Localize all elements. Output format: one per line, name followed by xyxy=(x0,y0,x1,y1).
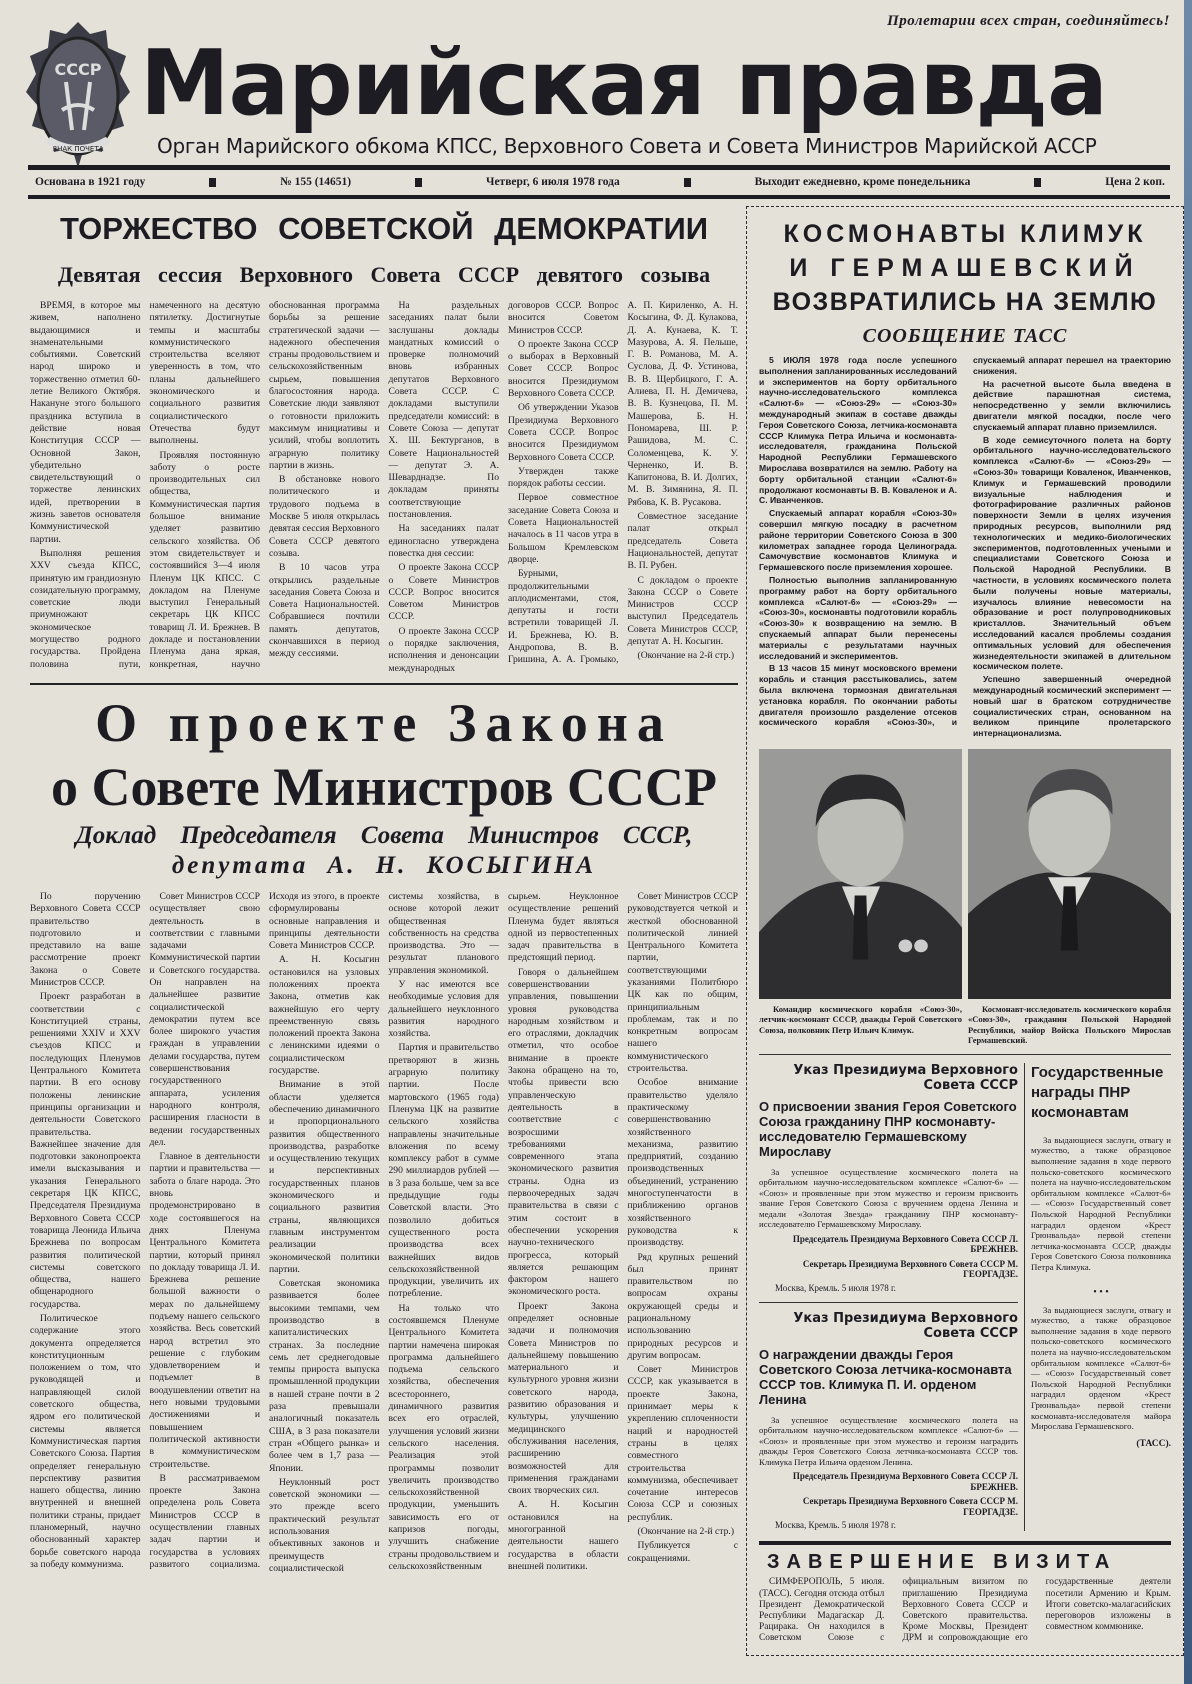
newspaper-organ-line: Орган Марийского обкома КПСС, Верховного Совета и Совета Министров Марийской АССР xyxy=(157,134,1097,158)
decree-issuer: Указ Президиума Верховного Совета СССР xyxy=(793,1062,1018,1093)
paragraph: Полностью выполнив запланированную программу работ на борту орбитального комплекса «Салют-6» — «Союз-29» — «Союз-30», космонавты подготовили корабль «Союз-30» к возвращению на землю. В спускаемый аппарат были перенесены материалы с результатами научных исследований и экспериментов. xyxy=(759,574,957,661)
left-articles-column xyxy=(30,204,738,1575)
paragraph: По поручению Верховного Совета СССР правительство подготовило и представило на ваше рассмотрение проект Закона о Совете Министров СССР. xyxy=(30,890,141,988)
session-headline: ТОРЖЕСТВО СОВЕТСКОЙ ДЕМОКРАТИИ xyxy=(59,211,709,246)
paragraph: На раздельных заседаниях палат были заслушаны доклады мандатных комиссий о проверке полномочий вновь избранных депутатов Верховного Совета СССР. С докладами выступили председатели комиссий: в Совете Союза — депутат Х. Ш. Бектурганов, в Совете Национальностей — депутат Э. А. Шеварднадзе. По докладам приняты соответствующие постановления. xyxy=(388,300,499,521)
decree-title: О присвоении звания Героя Советского Союза гражданину ПНР космонавту-исследователю Гермашевскому Мирославу xyxy=(759,1098,1017,1159)
separator-square-icon xyxy=(1034,178,1041,187)
decree-place-date: Москва, Кремль. 5 июля 1978 г. xyxy=(775,1520,896,1531)
kosygin-article-body xyxy=(30,891,738,1575)
decree-issuer: Указ Президиума Верховного Совета СССР xyxy=(793,1310,1018,1341)
paragraph: Проект разработан в соответствии с Конституцией страны, решениями XXIV и XXV съездов КПСС и последующих Пленумов Центрального Комитета партии. В его основу положены ленинские принципы организации и деятельности Советского правительства. Важнейшее значение для подготовки законопроекта имели высказывания и указания Генерального секретаря ЦК КПСС, Председателя Президиума Верховного Совета СССР товарища Леонида Ильича Брежнева по вопросам развития политической системы советского общества, нашего общенародного государства. xyxy=(30,991,141,1310)
paragraph: Утвержден также порядок работы сессии. xyxy=(508,465,619,490)
masthead-motto: Пролетарии всех стран, соединяйтесь! xyxy=(887,13,1170,29)
paragraph: На расчетной высоте была введена в действие парашютная система, непосредственно у земли включились двигатели мягкой посадки, после чего спускаемый аппарат плавно приземлился. xyxy=(973,378,1171,432)
section-divider xyxy=(759,1054,1171,1055)
paragraph: Проявляя постоянную заботу о росте производительных сил общества, Коммунистическая партия большое внимание уделяет развитию сельского хозяйства. Об этом свидетельствует и состоявшийся 3—4 июля Пленум ЦК КПСС. С докладом на Пленуме выступил Генеральный секретарь ЦК КПСС товарищ Л. И. Брежнев. В докладе и постановлении Пленума дана яркая, конкретная, научно обоснованная программа борьбы за решение стратегической задачи — надежного обеспечения страны продовольствием и сельскохозяйственным сырьем, повышения благосостояния народа. Советские люди заявляют о готовности приложить максимум инициативы и усилий, чтобы воплотить аграрную политику партии в жизнь. xyxy=(149,300,380,670)
scan-edge xyxy=(1184,0,1192,1684)
kosygin-headline-line-1: О проекте Закона xyxy=(95,692,673,753)
paragraph: На заседаниях палат единогласно утверждена повестка дня сессии: xyxy=(388,523,499,559)
paragraph: Публикуется с сокращениями. xyxy=(627,1540,738,1564)
cosmonauts-box xyxy=(746,206,1184,1656)
session-article-body xyxy=(30,300,738,675)
visit-article-body xyxy=(759,1577,1171,1644)
paragraph: В 13 часов 15 минут московского времени корабль и станция расстыковались, затем была включена тормозная двигательная установка корабля. По окончании работы двигателя произошло разделение отсеков космического корабля «Союз-30», и спускаемый аппарат перешел на траекторию снижения. xyxy=(759,355,1171,728)
paragraph: Об утверждении Указов Президиума Верховного Совета СССР. Вопрос вносится Президиумом Верховного Совета СССР. xyxy=(508,402,619,463)
paragraph: В ходе семисуточного полета на борту орбитального научно-исследовательского комплекса «Салют-6» — «Союз-29» — «Союз-30» товарищи Коваленок, Иванченков, Климук и Гермашевский проводили визуальные наблюдения и фотографирование различных районов поверхности Земли в целях изучения природных ресурсов, выполнили ряд технологических и медико-биологических экспериментов, подготовленных учеными и специалистами Советского Союза и Польской Народной Республики. В частности, в условиях космического полета были получены новые материалы, изучалось влияние невесомости на образование и рост полупроводниковых кристаллов. Значительный объем исследований касался проблемы создания оптимальных условий для обеспечения жизнедеятельности экипажей в длительном космическом полете. xyxy=(973,434,1171,672)
kosygin-headline-line-2: о Совете Министров СССР xyxy=(50,756,718,817)
photo-klimuk xyxy=(759,749,962,999)
decree-signature-chairman: Председатель Президиума Верховного Совета СССР Л. БРЕЖНЕВ. xyxy=(792,1233,1018,1255)
decree-hero-hermaszewski xyxy=(759,1063,1018,1294)
paragraph: Проект Закона определяет основные задачи и полномочия Совета Министров по дальнейшему повышению материального и культурного уровня жизни советского народа, развитию образования и культуры, улучшению медицинского обслуживания населения, расширению возможностей для применения гражданами своих творческих сил. xyxy=(508,1300,619,1497)
order-badge-of-honor-emblem xyxy=(22,20,134,172)
cosmonauts-headline xyxy=(759,217,1171,319)
paragraph: О проекте Закона СССР о выборах в Верховный Совет СССР. Вопрос вносится Президиумом Верховного Совета СССР. xyxy=(508,338,619,400)
paragraph: В обстановке нового политического и трудового подъема в Москве 5 июля открылась девятая сессия Верховного Совета СССР девятого созыва. xyxy=(269,474,380,559)
paragraph: Выполняя решения XXV съезда КПСС, принятую им грандиозную созидательную программу, советские люди приумножают экономическое могущество родного государства. Пройдена половина пути, намеченного на десятую пятилетку. Достигнутые темпы и масштабы коммунистического строительства вселяют уверенность в том, что планы дальнейшего экономического и социального развития социалистического Отечества будут выполнены. xyxy=(30,300,260,670)
paragraph: Совет Министров СССР, как указывается в проекте Закона, принимает меры к укреплению сплоченности наций и народностей страны в целях совместного строительства коммунизма, обеспечивает сочетание интересов Союза ССР и союзных республик. xyxy=(627,1364,738,1523)
decrees-column xyxy=(759,1063,1018,1532)
paragraph: Главное в деятельности партии и правительства — забота о благе народа. Это вновь продемонстрировано в ходе состоявшегося на днях Пленума Центрального Комитета партии, который принял по докладу товарища Л. И. Брежнева решение большой важности о мерах по дальнейшему подъему нашего сельского хозяйства. Весь советский народ встретил это решение с глубоким удовлетворением и подъемлет в воодушевлении ответит на него новыми трудовыми достижениями и повышением политической активности в коммунистическом строительстве. xyxy=(149,1151,260,1470)
tass-article-body xyxy=(759,355,1171,739)
emblem-znak-pocheta-text: ЗНАК ПОЧЕТА xyxy=(52,145,104,153)
paragraph: Особое внимание правительство уделяло практическому совершенствованию хозяйственного механизма, развитию предприятий, созданию производственных объединений, устранению многоступенчатости в приближению органов хозяйственного руководства к производству. xyxy=(627,1077,738,1249)
paragraph: Совет Министров СССР осуществляет свою деятельность в соответствии с главными задачами Коммунистической партии и Советского государства. Он направлен на дальнейшее развитие социалистической демократии путем все более широкого участия граждан в управлении делами государства, путем совершенствования государственного аппарата, усиления народного контроля, расширения гласности в ведении государственных дел. xyxy=(149,890,260,1148)
section-divider xyxy=(759,1541,1171,1545)
masthead-rule-bottom xyxy=(28,195,1170,199)
issue-number: № 155 (14651) xyxy=(280,176,352,188)
photo-hermaszewski xyxy=(968,749,1171,999)
kosygin-subheadline-line-2: депутата А. Н. КОСЫГИНА xyxy=(171,851,597,879)
founded-year: Основана в 1921 году xyxy=(35,176,146,188)
photos-row xyxy=(759,749,1171,999)
paragraph: Спускаемый аппарат корабля «Союз-30» совершил мягкую посадку в расчетном районе территории Советского Союза в 300 километрах западнее города Целинограда. Самочувствие космонавтов Климука и Гермашевского после приземления хорошее. xyxy=(759,508,957,573)
paragraph: А. Н. Косыгин остановился на многогранной деятельности нашего государства в области внешней политики. xyxy=(508,1499,619,1572)
paragraph: Совет Министров СССР руководствуется четкой и жесткой обоснованной политической линией Центрального Комитета партии, соответствующими указаниями Политбюро ЦК как по общим, принципиальным проблемам, так и по конкретным вопросам нашего коммунистического строительства. xyxy=(627,890,738,1075)
headline-line: И ГЕРМАШЕВСКИЙ xyxy=(789,254,1141,282)
photo-captions-row xyxy=(759,1004,1171,1046)
paragraph: Первое совместное заседание Совета Союза и Совета Национальностей началось в 11 часов утра в Большом Кремлевском дворце. xyxy=(508,492,619,565)
paragraph: Политическое содержание этого документа определяется конституционным положением о том, что руководящей и направляющей силой советского общества, ядром его политической системы является Коммунистическая партия Советского Союза. Партия определяет генеральную перспективу развития нашего общества, линию внутренней и внешней политики страны, придает планомерный, научно обоснованный характер борьбе советского народа за победу коммунизма. xyxy=(30,1313,141,1570)
column-divider xyxy=(1024,1063,1025,1532)
paragraph: Совместное заседание палат открыл председатель Совета Национальностей, депутат В. П. Рубен. xyxy=(627,511,738,572)
paragraph: Внимание в этой области уделяется обеспечению динамичного и пропорционального развития общественного производства, разработке и осуществлению текущих и перспективных государственных планов экономического и социального развития страны, являющихся главным инструментом реализации экономической политики партии. xyxy=(269,1079,380,1275)
decree-place-date: Москва, Кремль. 5 июля 1978 г. xyxy=(775,1282,896,1293)
decree-text: За успешное осуществление космического полета на орбитальном научно-исследовательском комплексе «Салют-6» — «Союз» и проявленные при этом мужество и героизм наградить дважды Героя Советского Союза летчика-космонавта СССР тов. Климука Петра Ильича орденом Ленина. xyxy=(759,1414,1018,1467)
asterisks-divider: • • • xyxy=(1093,1286,1109,1298)
awards-row xyxy=(759,1063,1171,1532)
decree-signature-secretary: Секретарь Президиума Верховного Совета СССР М. ГЕОРГАДЗЕ. xyxy=(802,1496,1018,1517)
masthead-rule-top xyxy=(28,165,1170,170)
visit-headline: ЗАВЕРШЕНИЕ ВИЗИТА xyxy=(767,1551,1117,1574)
paragraph: СИМФЕРОПОЛЬ, 5 июля. (ТАСС). Сегодня отсюда отбыл Президент Демократической Республики Мадагаскар Д. Рацирака. Он находился в Советском Союзе с официальным визитом по приглашению Президиума Верховного Совета СССР и Советского правительства. Кроме Москвы, Президент ДРМ и сопровождающие его государственные деятели посетили Армению и Крым. Итоги советско-малагасийских переговоров изложены в совместном коммюнике. xyxy=(759,1577,1171,1644)
pnr-awards-headline: Государственные награды ПНР космонавтам xyxy=(1031,1063,1164,1121)
paragraph: О проекте Закона СССР о Совете Министров СССР. Вопрос вносится Советом Министров СССР. xyxy=(388,562,499,623)
decree-title: О награждении дважды Героя Советского Союза летчика-космонавта СССР тов. Климука П. И. орденом Ленина xyxy=(759,1346,1012,1407)
issue-date: Четверг, 6 июля 1978 года xyxy=(486,176,620,188)
pnr-awards-paragraph: За выдающиеся заслуги, отвагу и мужество, а также образцовое выполнение задания в ходе первого польско-советского космического полета на научно-исследовательском орбитальном комплексе «Салют-6» — «Союз» Государственный совет Польской Народной Республики наградил орденом «Крест Грюнвальда» первой степени космонавта-исследователя майора Мирослава Гермашевского. xyxy=(1031,1304,1171,1432)
emblem-cccp-text: СССР xyxy=(54,60,102,79)
tass-credit: (ТАСС). xyxy=(1136,1438,1171,1449)
pnr-awards-paragraph: За выдающиеся заслуги, отвагу и мужество, а также образцовое выполнение задания в ходе первого польско-советского космического полета на научно-исследовательском орбитальном комплексе «Салют-6» — «Союз» Государственный совет Польской Народной Республики наградил орденом «Крест Грюнвальда» первой степени летчика-космонавта СССР, дважды Героя Советского Союза полковника Петра Климука. xyxy=(1031,1134,1171,1273)
newspaper-title: Марийская правда xyxy=(140,31,1107,136)
paragraph: У нас имеются все необходимые условия для дальнейшего неуклонного развития народного хозяйства. xyxy=(388,978,499,1040)
paragraph: О проекте Закона СССР о порядке заключения, исполнения и денонсации международных договоров СССР. Вопрос вносится Советом Министров СССР. xyxy=(388,300,619,674)
separator-square-icon xyxy=(415,178,422,187)
decree-signature-secretary: Секретарь Президиума Верховного Совета СССР М. ГЕОРГАДЗЕ. xyxy=(802,1258,1018,1280)
section-divider xyxy=(759,1302,1018,1303)
paragraph: Бурными, продолжительными аплодисментами, стоя, депутаты и гости встретили товарищей Л. И. Брежнева, Ю. В. Андропова, В. В. Гришина, А. А. Громыко, А. П. Кириленко, А. Н. Косыгина, Ф. Д. Кулакова, Д. А. Кунаева, К. Т. Мазурова, А. Я. Пельше, Г. В. Романова, М. А. Суслова, Д. Ф. Устинова, В. В. Щербицкого, Г. А. Алиева, П. Н. Демичева, В. В. Кузнецова, П. М. Машерова, Б. Н. Пономарева, Ш. Р. Рашидова, М. С. Соломенцева, К. У. Черненко, И. В. Капитонова, В. И. Долгих, М. В. Зимянина, Я. П. Рябова, К. В. Русакова. xyxy=(508,300,738,666)
paragraph: Успешно завершенный очередной международный космический эксперимент — новый шаг в братском сотрудничестве социалистических стран, основанном на великом принципе пролетарского интернационализма. xyxy=(973,674,1171,739)
paragraph: На только что состоявшемся Пленуме Центрального Комитета партии намечена широкая программа дальнейшего подъема сельского хозяйства, обеспечения всестороннего, динамичного развития всех его отраслей, улучшения условий жизни сельского населения. Реализация этой программы позволит увеличить производство сельскохозяйственной продукции, уменьшить зависимость его от капризов погоды, улучшить снабжение страны продовольствием и сельскохозяйственным сырьем. Неуклонное осуществление решений Пленума будет являться одной из первостепенных задач правительства в предстоящий период. xyxy=(388,890,619,1572)
paragraph: А. Н. Косыгин остановился на узловых положениях проекта Закона, отметив как важнейшую его черту преемственную связь положений проекта Закона с ленинскими идеями о социалистическом государстве. xyxy=(269,954,380,1077)
decree-text: За успешное осуществление космического полета на орбитальном научно-исследовательском комплексе «Салют-6» — «Союз» и проявленные при этом мужество и героизм присвоить звание Героя Советского Союза с вручением ордена Ленина и медали «Золотая Звезда» гражданину ПНР космонавту-исследователю Гермашевскому Мирославу. xyxy=(759,1166,1018,1230)
paragraph: 5 ИЮЛЯ 1978 года после успешного выполнения запланированных исследований и экспериментов на борту орбитального научно-исследовательского комплекса «Салют-6» — «Союз-29» — «Союз-30» международный экипаж в составе дважды Героя Советского Союза, летчика-космонавта СССР Климука Петра Ильича и космонавта-исследователя, гражданина Польской Народной Республики Гермашевского Мирослава возвратился на землю. Работу на борту орбитальной станции «Салют-6» продолжают космонавты В. В. Коваленок и А. С. Иванченков. xyxy=(759,355,957,506)
separator-square-icon xyxy=(684,178,691,187)
photo-caption-hermaszewski: Космонавт-исследователь космического корабля «Союз-30», гражданин Польской Народной Республики, майор Войска Польского Мирослав Гермашевский. xyxy=(968,1003,1171,1046)
issue-price: Цена 2 коп. xyxy=(1105,176,1165,188)
paragraph: (Окончание на 2-й стр.) xyxy=(637,650,735,662)
photo-caption-klimuk: Командир космического корабля «Союз-30», летчик-космонавт СССР, дважды Герой Советского Союза, полковник Петр Ильич Климук. xyxy=(759,1003,962,1035)
paragraph: ВРЕМЯ, в которое мы живем, наполнено выдающимися и знаменательными событиями. Советский народ широко и торжественно отметил 60-летие Великого Октября. Накануне этого большого праздника вступила в действие новая Конституция СССР — Основной Закон, убедительно свидетельствующий о торжестве ленинских идей, претворении в жизнь заветов основателя Коммунистической партии. xyxy=(30,300,141,545)
section-divider xyxy=(30,683,738,685)
paragraph: Партия и правительство претворяют в жизнь аграрную политику партии. После мартовского (1965 года) Пленума ЦК на развитие сельского хозяйства направлены значительные вложения по всему комплексу работ в сумме 290 миллиардов рублей — в 3 раза больше, чем за все предыдущие годы Советской власти. Это позволило добиться существенного роста производства всех важнейших видов сельскохозяйственной продукции, увеличить их потребление. xyxy=(388,1042,499,1300)
decree-signature-chairman: Председатель Президиума Верховного Совета СССР Л. БРЕЖНЕВ. xyxy=(792,1471,1018,1492)
paragraph: С докладом о проекте Закона СССР о Совете Министров СССР выступил Председатель Совета Министров СССР, депутат А. Н. Косыгин. xyxy=(627,574,738,648)
separator-square-icon xyxy=(209,178,216,187)
paragraph: (Окончание на 2-й стр.) xyxy=(637,1526,735,1538)
publication-frequency: Выходит ежедневно, кроме понедельника xyxy=(754,176,971,188)
headline-line: КОСМОНАВТЫ КЛИМУК xyxy=(783,220,1147,248)
paragraph: В 10 часов утра открылись раздельные заседания Совета Союза и Совета Национальностей. Собравшиеся почтили память депутатов, скончавшихся в период между сессиями. xyxy=(269,562,380,660)
issue-info-bar xyxy=(35,175,1165,189)
paragraph: Неуклонный рост советской экономики — это прежде всего практический результат использования объективных законов и преимуществ социалистической системы хозяйства, в основе которой лежит общественная собственность на средства производства. Это — результат планового управления экономикой. xyxy=(269,890,499,1574)
decree-order-klimuk xyxy=(759,1311,1018,1532)
session-subheadline: Девятая сессия Верховного Совета СССР девятого созыва xyxy=(57,262,711,287)
tass-subheadline: СООБЩЕНИЕ ТАСС xyxy=(862,325,1068,347)
headline-line: ВОЗВРАТИЛИСЬ НА ЗЕМЛЮ xyxy=(772,288,1158,316)
kosygin-subheadline-line-1: Доклад Председателя Совета Министров СССР, xyxy=(75,821,693,849)
paragraph: В рассматриваемом проекте Закона определена роль Совета Министров СССР в осуществлении главных задач партии и государства в условиях развитого социализма. Исходя из этого, в проекте сформулированы основные направления и принципы деятельности Совета Министров СССР. xyxy=(149,890,380,1570)
pnr-awards-article xyxy=(1031,1063,1171,1532)
paragraph: Ряд крупных решений был принят правительством по вопросам охраны окружающей среды и рациональному использованию природных ресурсов и другим вопросам. xyxy=(627,1251,738,1361)
paragraph: Говоря о дальнейшем совершенствовании управления, повышении уровня руководства народным хозяйством и его отраслями, докладчик отметил, что особое внимание в проекте Закона обращено на то, чтобы привести всю управленческую деятельность в соответствие с возросшими требованиями современного этапа экономического развития страны. Одна из первоочередных задач правительства в связи с этим состоит в обеспечении ускорения научно-технического прогресса, который является решающим фактором нашего экономического роста. xyxy=(508,966,619,1298)
paragraph: Советская экономика развивается более высокими темпами, чем производство в капиталистических странах. За последние семь лет среднегодовые темпы прироста выпуска промышленной продукции в нашей стране почти в 2 раза превышали аналогичный показатель США, в 3 раза показатели стран «Общего рынка» и более чем в 1,7 раза — Японии. xyxy=(269,1278,380,1474)
